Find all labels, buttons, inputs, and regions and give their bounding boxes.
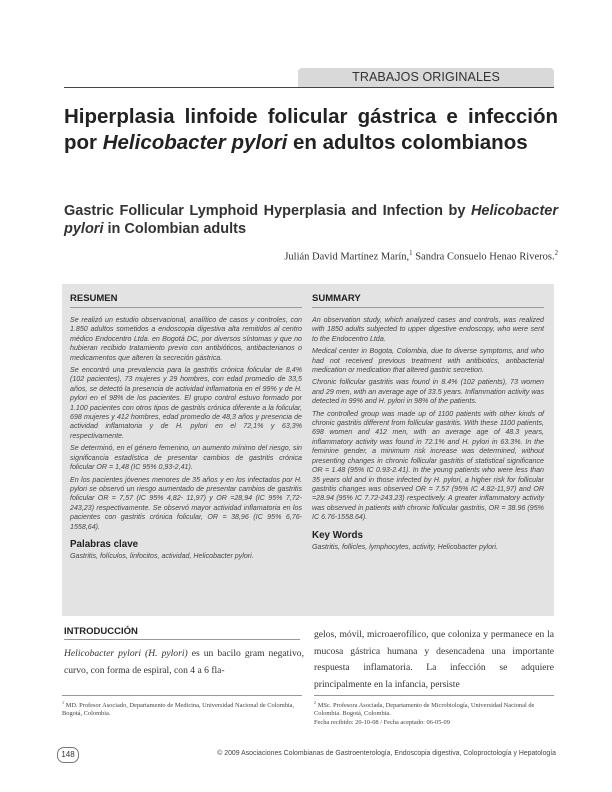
author-2: Sandra Consuelo Henao Riveros. xyxy=(412,251,555,263)
resumen-heading: RESUMEN xyxy=(70,284,302,308)
abstract-box xyxy=(62,284,554,616)
footnote-1-marker: 1 xyxy=(62,700,65,705)
footer-copyright: © 2009 Asociaciones Colombianas de Gastroenterología, Endoscopia digestiva, Coloproctología y Hepatología xyxy=(217,750,556,757)
body-text-left xyxy=(64,646,304,679)
summary-paragraph: Medical center in Bogota, Colombia, due to diverse symptoms, and who had not received previous treatment with antibiotics, antibacterial medication or medication that altered gastric secretion. xyxy=(312,347,544,375)
body-left-text: es un bacilo gram negativo, curvo, con forma de espiral, con 4 a 6 fla- xyxy=(64,648,304,676)
author-2-sup: 2 xyxy=(554,250,558,257)
footnote-dates: Fecha recibido: 20-10-08 / Fecha aceptado: 06-05-09 xyxy=(314,718,450,726)
summary-paragraph: An observation study, which analyzed cases and controls, was realized with 1850 adults subjected to upper digestive endoscopy, who were sent to the Endocentro Ltda. xyxy=(312,316,544,343)
title-en-italic: Helicobacter pylori xyxy=(64,203,558,237)
summary-paragraph: Chronic follicular gastritis was found in 8.4% (102 patients), 73 women and 29 men, with an average age of 33.5 years. Inflammation activity was detected in 99% and H. pylori in 98% of the patients. xyxy=(312,378,544,406)
header-rule xyxy=(64,87,554,88)
resumen-paragraph: Se realizó un estudio observacional, analítico de casos y controles, con 1.850 adultos sometidos a endoscopia digestiva alta remitidos al centro médico Endocentro Ltda. en Bogotá DC, por diversos síntomas y que no hubieran recibido tratamiento previo con antibióticos, antibacterianos o medicamentos que alteren la secreción gástrica. xyxy=(70,316,302,362)
article-title-english xyxy=(64,202,558,238)
resumen-paragraph: Se encontró una prevalencia para la gastritis crónica folicular de 8,4% (102 pacientes), 73 mujeres y 29 hombres, con edad promedio de 33,5 años, se detectó la presencia de actividad inflamatoria en el 99% y de H. pylori en el 98% de los pacientes. El grupo control estuvo formado por 1.100 pacientes con otros tipos de gastritis crónica diferente a la folicular, 698 mujeres y 412 hombres, edad promedio de 48,3 años y presencia de actividad inflamatoria y de H. pylori en el 72,1% y 63,3% respectivamente. xyxy=(70,366,302,440)
body-text-right: gelos, móvil, microaerofílico, que coloniza y permanece en la mucosa gástrica humana y desencadena una importante respuesta inflamatoria. La infección se adquiere principalmente en la infancia, persiste xyxy=(314,629,554,690)
page-number: 148 xyxy=(57,747,79,763)
footnote-rule-right xyxy=(314,695,554,696)
title-en-part2: in Colombian adults xyxy=(103,221,247,237)
resumen-paragraph: En los pacientes jóvenes menores de 35 años y en los infectados por H. pylori se observó un riesgo aumentado de presentar cambios de gastritis folicular OR = 7,57 (IC 95% 4,82- 11,97) y OR =28,94 (IC 95% 7,72- 243,23) respectivamente. Se observó mayor actividad inflamatoria en los pacientes con gastritis crónica folicular, OR = 38,96 (IC 95% 6,76-1558,64). xyxy=(70,475,302,531)
introduction-rule xyxy=(64,639,300,640)
article-title-spanish xyxy=(64,104,558,156)
title-en-part1: Gastric Follicular Lymphoid Hyperplasia and Infection by xyxy=(64,203,471,219)
footnote-1-text: MD. Profesor Asociado, Departamento de Medicina, Universidad Nacional de Colombia, Bogotá, Colombia. xyxy=(62,702,295,718)
footnote-2-text: MSc. Profesora Asociada, Departamento de Microbiología, Universidad Nacional de Colombia. Bogotá, Colombia. xyxy=(314,702,535,718)
footnote-2-marker: 2 xyxy=(314,700,317,705)
palabras-clave-text: Gastritis, folículos, linfocitos, actividad, Helicobacter pylori. xyxy=(70,551,254,560)
footnote-rule-left xyxy=(62,695,302,696)
title-es-part1: Hiperplasia linfoide folicular gástrica e infección por xyxy=(64,105,558,154)
author-1-sup: 1 xyxy=(409,250,413,257)
summary-paragraph: The controlled group was made up of 1100 patients with other kinds of chronic gastritis different from follicular gastritis. With these 1100 patients, 698 women and 412 men, with an average age of 48.3 years, inflammatory activity was found in 72.1% and H. pylori in 63.3%. In the feminine gender, a minimum risk increase was determined, without presenting changes in chronic follicular gastritis of statistical significance OR = 1.48 (95% IC 0.93-2.41). In the young patients who were less than 35 years old and in those infected by H. pylori, a higher risk for follicular gastritis changes was observed OR = 7.57 (95% IC 4.82-11,97) and OR =28.94 (95% IC 7.72-243.23) respectively. A greater inflammatory activity was observed in patients with chronic follicular gastritis, OR = 38.96 (95% IC 6.76-1558.64). xyxy=(312,409,544,522)
key-words-heading: Key Words xyxy=(312,529,363,541)
footnote-author-1 xyxy=(62,699,302,719)
authors-line xyxy=(200,250,558,263)
footnote-author-2 xyxy=(314,699,554,727)
title-es-part2: en adultos colombianos xyxy=(287,131,528,154)
summary-heading: SUMMARY xyxy=(312,284,544,308)
key-words-text: Gastritis, follicles, lymphocytes, activity, Helicobacter pylori. xyxy=(312,542,498,551)
resumen-column xyxy=(70,284,302,561)
resumen-paragraph: Se determinó, en el género femenino, un aumento mínimo del riesgo, sin significancia estadística de presentar cambios de gastritis crónica folicular OR = 1,48 (IC 95% 0,93-2,41). xyxy=(70,444,302,472)
author-1: Julián David Martínez Marín, xyxy=(284,251,410,263)
summary-column xyxy=(312,284,544,552)
introduction-heading: INTRODUCCIÓN xyxy=(64,626,138,637)
palabras-clave-heading: Palabras clave xyxy=(70,538,139,550)
title-es-italic: Helicobacter pylori xyxy=(102,131,288,154)
section-label: TRABAJOS ORIGINALES xyxy=(352,70,500,84)
body-italic-term: Helicobacter pylori (H. pylori) xyxy=(64,648,188,659)
